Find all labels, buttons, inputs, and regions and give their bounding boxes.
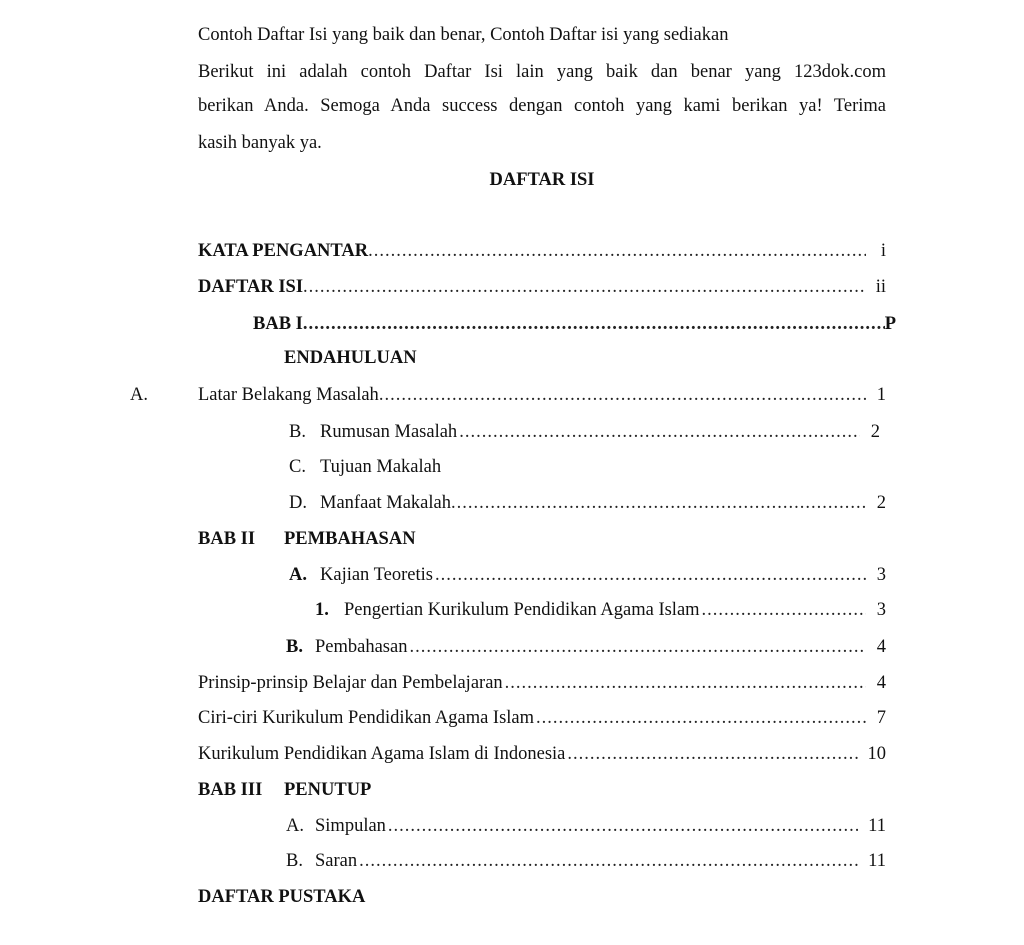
toc-entry-saran bbox=[315, 850, 886, 872]
toc-page: 3 bbox=[876, 565, 886, 585]
toc-label: Simpulan bbox=[315, 816, 386, 836]
toc-entry-kajian-teoretis bbox=[320, 564, 886, 586]
dot-leader bbox=[379, 384, 866, 406]
toc-entry-pembahasan bbox=[315, 636, 886, 658]
toc-bab-2-label: BAB II bbox=[198, 529, 256, 549]
toc-label: Prinsip-prinsip Belajar dan Pembelajaran bbox=[198, 673, 503, 693]
toc-entry-prinsip-belajar bbox=[198, 672, 886, 694]
dot-leader bbox=[702, 599, 866, 621]
toc-marker: A. bbox=[130, 385, 148, 405]
toc-label: Kurikulum Pendidikan Agama Islam di Indonesia bbox=[198, 744, 566, 764]
toc-page: 1 bbox=[876, 385, 886, 405]
toc-entry-bab-1 bbox=[253, 313, 896, 335]
toc-page: 4 bbox=[876, 637, 886, 657]
toc-marker: A. bbox=[289, 565, 307, 585]
toc-page: 11 bbox=[868, 816, 886, 836]
toc-bab-1-title: ENDAHULUAN bbox=[284, 348, 417, 368]
toc-heading: DAFTAR ISI bbox=[489, 170, 595, 190]
toc-entry-rumusan-masalah bbox=[320, 421, 880, 443]
dot-leader bbox=[451, 492, 866, 514]
toc-page: 7 bbox=[876, 708, 886, 728]
intro-line: Contoh Daftar Isi yang baik dan benar, Contoh Daftar isi yang sediakan bbox=[198, 25, 729, 45]
toc-label: Pengertian Kurikulum Pendidikan Agama Islam bbox=[344, 600, 700, 620]
toc-page: 3 bbox=[876, 600, 886, 620]
dot-leader bbox=[459, 421, 860, 443]
toc-page: 4 bbox=[876, 673, 886, 693]
toc-label: Kajian Teoretis bbox=[320, 565, 433, 585]
toc-page: 2 bbox=[870, 422, 880, 442]
toc-label: Rumusan Masalah bbox=[320, 422, 458, 442]
toc-page: 11 bbox=[868, 851, 886, 871]
toc-entry-simpulan bbox=[315, 815, 886, 837]
toc-bab-3-title: PENUTUP bbox=[284, 780, 372, 800]
toc-page: i bbox=[880, 241, 886, 261]
toc-entry-kurikulum-indonesia bbox=[198, 743, 886, 765]
toc-marker: A. bbox=[286, 816, 304, 836]
dot-leader bbox=[567, 743, 858, 765]
toc-entry-tujuan-makalah: Tujuan Makalah bbox=[320, 457, 442, 477]
dot-leader bbox=[303, 276, 866, 298]
toc-label: Ciri-ciri Kurikulum Pendidikan Agama Islam bbox=[198, 708, 535, 728]
toc-entry-latar-belakang bbox=[198, 384, 886, 406]
toc-marker: B. bbox=[286, 637, 303, 657]
toc-bab-2-title: PEMBAHASAN bbox=[284, 529, 416, 549]
dot-leader bbox=[409, 636, 866, 658]
intro-paragraph-line-1: Berikut ini adalah contoh Daftar Isi lain yang baik dan benar yang 123dok.com bbox=[198, 62, 886, 82]
toc-marker: B. bbox=[289, 422, 306, 442]
toc-marker: C. bbox=[289, 457, 306, 477]
toc-entry-pengertian-kurikulum bbox=[344, 599, 886, 621]
toc-page: P bbox=[884, 314, 896, 334]
toc-label: DAFTAR ISI bbox=[198, 277, 304, 297]
dot-leader bbox=[303, 313, 885, 335]
toc-marker: D. bbox=[289, 493, 307, 513]
toc-label: Manfaat Makalah bbox=[320, 493, 451, 513]
dot-leader bbox=[388, 815, 858, 837]
toc-bab-3-label: BAB III bbox=[198, 780, 263, 800]
intro-paragraph-line-3: kasih banyak ya. bbox=[198, 133, 322, 153]
toc-label: KATA PENGANTAR bbox=[198, 241, 369, 261]
toc-entry-daftar-pustaka: DAFTAR PUSTAKA bbox=[198, 887, 366, 907]
toc-label: Pembahasan bbox=[315, 637, 408, 657]
dot-leader bbox=[536, 707, 866, 729]
toc-page: ii bbox=[875, 277, 886, 297]
toc-label: Latar Belakang Masalah bbox=[198, 385, 379, 405]
toc-marker: B. bbox=[286, 851, 303, 871]
dot-leader bbox=[505, 672, 866, 694]
toc-entry-kata-pengantar bbox=[198, 240, 886, 262]
toc-entry-manfaat-makalah bbox=[320, 492, 886, 514]
toc-label: BAB I bbox=[253, 314, 303, 334]
toc-entry-daftar-isi bbox=[198, 276, 886, 298]
toc-entry-ciri-ciri-kurikulum bbox=[198, 707, 886, 729]
dot-leader bbox=[359, 850, 858, 872]
dot-leader bbox=[368, 240, 866, 262]
toc-label: Saran bbox=[315, 851, 358, 871]
toc-page: 2 bbox=[876, 493, 886, 513]
dot-leader bbox=[435, 564, 866, 586]
toc-page: 10 bbox=[867, 744, 886, 764]
intro-paragraph-line-2: berikan Anda. Semoga Anda success dengan contoh yang kami berikan ya! Terima bbox=[198, 96, 886, 116]
toc-marker: 1. bbox=[315, 600, 329, 620]
